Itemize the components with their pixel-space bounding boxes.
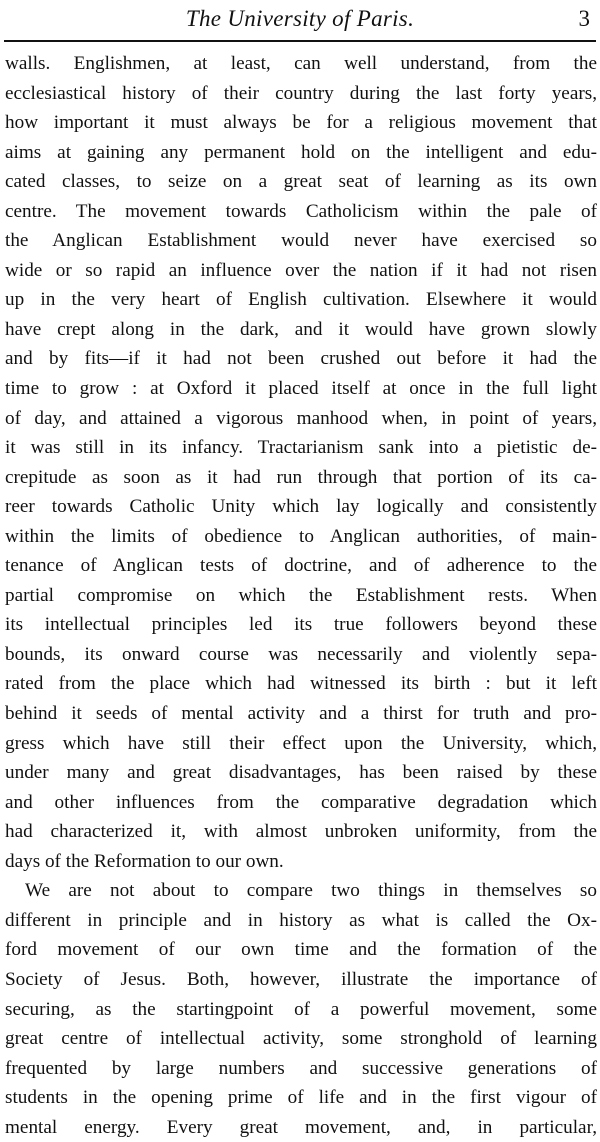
text-line: reer towards Catholic Unity which lay logically and consistently [5,496,597,518]
text-line: Society of Jesus. Both, however, illustrate the importance of [5,968,597,990]
text-line: and by fits—if it had not been crushed out before it had the [5,348,597,370]
text-line: cated classes, to seize on a great seat of learning as its own [5,171,597,193]
running-title: The University of Paris. [185,6,415,31]
text-line: crepitude as soon as it had run through that portion of its ca- [5,466,597,488]
text-line: bounds, its onward course was necessarily and violently sepa- [5,643,597,665]
text-line: ecclesiastical history of their country during the last forty years, [5,82,597,104]
text-line: rated from the place which had witnessed its birth : but it left [5,673,597,695]
text-line: ford movement of our own time and the formation of the [5,939,597,961]
header-rule [4,40,596,42]
text-line: students in the opening prime of life and in the first vigour of [5,1087,597,1109]
text-line: behind it seeds of mental activity and a thirst for truth and pro- [5,703,597,725]
text-line: it was still in its infancy. Tractarianism sank into a pietistic de- [5,437,597,459]
body-text [5,49,597,1142]
text-line: its intellectual principles led its true followers beyond these [5,614,597,636]
paragraph-start-line: We are not about to compare two things in themselves so [25,880,597,902]
text-line: how important it must always be for a religious movement that [5,112,597,134]
text-line: and other influences from the comparative degradation which [5,791,597,813]
text-line: securing, as the startingpoint of a powerful movement, some [5,998,597,1020]
text-line: under many and great disadvantages, has been raised by these [5,762,597,784]
text-line: different in principle and in history as what is called the Ox- [5,909,597,931]
text-line: gress which have still their effect upon the University, which, [5,732,597,754]
text-line: had characterized it, with almost unbroken uniformity, from the [5,821,597,843]
text-line: of day, and attained a vigorous manhood when, in point of years, [5,407,597,429]
text-line: walls. Englishmen, at least, can well understand, from the [5,53,597,74]
text-line: time to grow : at Oxford it placed itself at once in the full light [5,378,597,400]
text-line: up in the very heart of English cultivation. Elsewhere it would [5,289,597,311]
text-line: the Anglican Establishment would never have exercised so [5,230,597,252]
text-line: great centre of intellectual activity, some stronghold of learning [5,1028,597,1050]
text-line: partial compromise on which the Establishment rests. When [5,584,597,606]
paragraph-end-line: days of the Reformation to our own. [5,850,284,872]
text-line: aims at gaining any permanent hold on the intelligent and edu- [5,141,597,163]
text-line: centre. The movement towards Catholicism within the pale of [5,200,597,222]
text-line: frequented by large numbers and successive generations of [5,1057,597,1079]
text-line: wide or so rapid an influence over the nation if it had not risen [5,259,597,281]
text-line: tenance of Anglican tests of doctrine, and of adherence to the [5,555,597,577]
text-line: have crept along in the dark, and it would have grown slowly [5,318,597,340]
text-line: within the limits of obedience to Anglican authorities, of main- [5,525,597,547]
page-number: 3 [578,6,590,31]
running-header [0,4,600,36]
text-line: mental energy. Every great movement, and, in particular, [5,1116,597,1138]
